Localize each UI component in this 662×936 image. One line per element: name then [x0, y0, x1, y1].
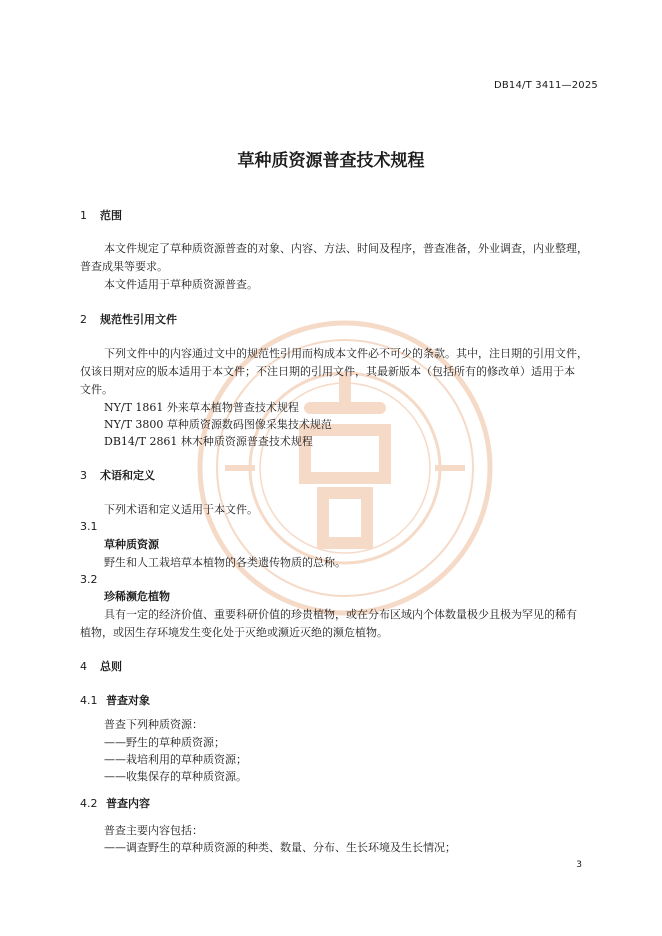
subsection-number: 4.2	[80, 797, 98, 810]
section-title: 术语和定义	[100, 469, 155, 482]
subsection-title: 普查内容	[106, 797, 150, 810]
section-title: 范围	[100, 209, 122, 222]
term-name: 草种质资源	[104, 538, 159, 551]
section-number: 4	[80, 660, 87, 673]
term-name: 珍稀濒危植物	[104, 590, 170, 603]
paragraph-line: 本文件适用于草种质资源普查。	[104, 278, 258, 291]
section-number: 1	[80, 209, 87, 222]
reference-item: DB14/T 2861 林木种质资源普查技术规程	[104, 435, 313, 448]
reference-item: NY/T 1861 外来草本植物普查技术规程	[104, 401, 299, 414]
paragraph-line: 普查成果等要求。	[80, 260, 168, 273]
term-number: 3.2	[80, 573, 98, 586]
paragraph-line: 下列术语和定义适用于本文件。	[104, 503, 258, 516]
section-title: 规范性引用文件	[100, 313, 177, 326]
list-item: ——野生的草种质资源；	[104, 736, 225, 749]
list-item: ——栽培利用的草种质资源；	[104, 753, 247, 766]
term-definition: 植物，或因生存环境发生变化处于灭绝或濒近灭绝的濒危植物。	[80, 626, 388, 639]
section-number: 3	[80, 469, 87, 482]
term-definition: 野生和人工栽培草本植物的各类遗传物质的总称。	[104, 556, 346, 569]
section-title: 总则	[100, 660, 122, 673]
subsection-4-1-heading	[80, 694, 150, 708]
reference-item: NY/T 3800 草种质资源数码图像采集技术规范	[104, 418, 332, 431]
document-title: 草种质资源普查技术规程	[237, 151, 425, 171]
section-4-heading	[80, 660, 122, 674]
page-number: 3	[576, 860, 582, 870]
subsection-number: 4.1	[80, 694, 98, 707]
paragraph-line: 文件。	[80, 383, 113, 396]
paragraph-line: 本文件规定了草种质资源普查的对象、内容、方法、时间及程序，普查准备，外业调查，内业整理，	[104, 242, 588, 255]
term-definition: 具有一定的经济价值、重要科研价值的珍贵植物，或在分布区域内个体数量极少且极为罕见的稀有	[104, 608, 577, 621]
subsection-title: 普查对象	[106, 694, 150, 707]
subsection-4-2-heading	[80, 797, 150, 811]
paragraph-line: 普查主要内容包括：	[104, 824, 203, 837]
paragraph-line: 下列文件中的内容通过文中的规范性引用而构成本文件必不可少的条款。其中，注日期的引用文件，	[104, 347, 588, 360]
seal-watermark-icon	[195, 318, 495, 618]
paragraph-line: 普查下列种质资源：	[104, 718, 203, 731]
list-item: ——收集保存的草种质资源。	[104, 770, 247, 783]
section-3-heading	[80, 469, 155, 483]
section-1-heading	[80, 209, 122, 223]
list-item: ——调查野生的草种质资源的种类、数量、分布、生长环境及生长情况；	[104, 841, 456, 854]
section-2-heading	[80, 313, 177, 327]
section-number: 2	[80, 313, 87, 326]
paragraph-line: 仅该日期对应的版本适用于本文件；不注日期的引用文件，其最新版本（包括所有的修改单）适用于本	[80, 365, 575, 378]
standard-code: DB14/T 3411—2025	[493, 80, 598, 91]
term-number: 3.1	[80, 520, 98, 533]
